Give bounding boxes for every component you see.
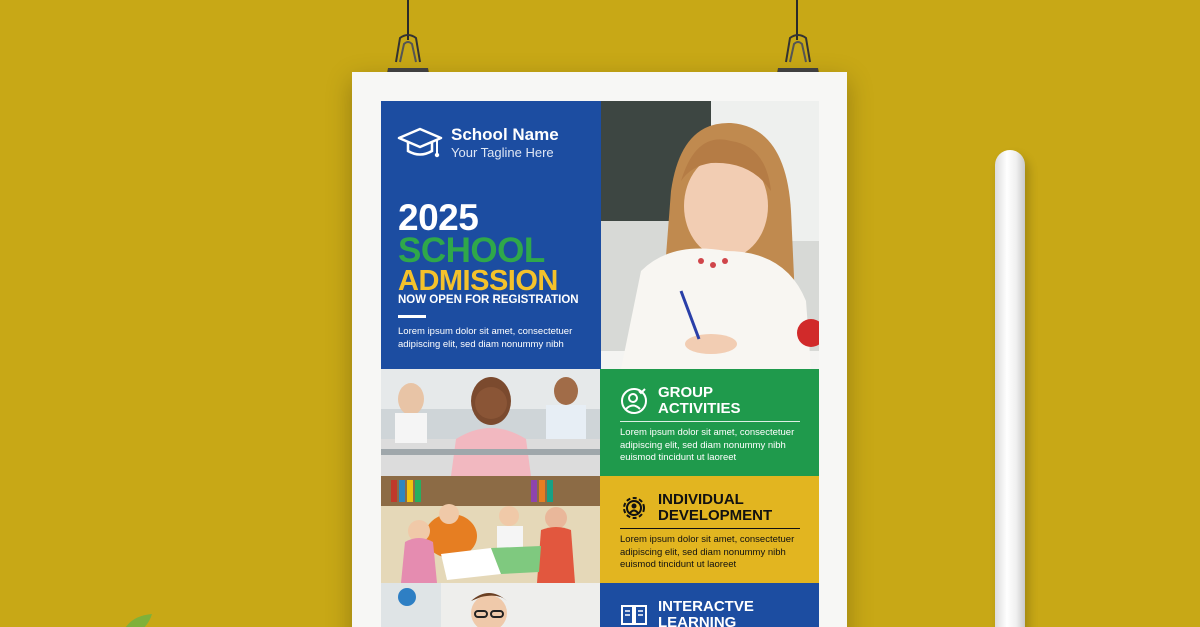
feature-title-line1: INTERACTVE [658,598,754,615]
leaf-decoration-icon [118,612,154,627]
feature-divider [620,421,800,422]
feature-title [658,599,754,627]
feature-title-line2: ACTIVITIES [658,400,741,417]
admission-year: 2025 [398,197,479,238]
photo-kids-reading [381,476,600,583]
gear-person-icon [620,494,648,522]
feature-title-line1: INDIVIDUAL [658,491,744,508]
user-check-icon [620,387,648,415]
feature-individual-development [600,476,819,583]
pen-prop [995,150,1025,627]
headline-admission: ADMISSION [398,265,558,297]
school-tagline: Your Tagline Here [451,145,554,160]
open-book-icon [620,601,648,627]
photo-boy-student [381,583,600,627]
photo-girl-writing [601,101,819,369]
school-admission-flyer [381,101,819,627]
feature-divider [620,528,800,529]
hero-panel [381,101,601,369]
school-name: School Name [451,125,559,144]
feature-title-line2: DEVELOPMENT [658,507,773,524]
hero-intro-text: Lorem ipsum dolor sit amet, consectetuer adipiscing elit, sed diam nonummy nibh [398,326,573,350]
headline-school: SCHOOL [398,231,545,270]
feature-title [658,492,772,524]
graduation-cap-icon [397,125,443,161]
feature-title-line2: LEARNING [658,614,737,627]
hero-divider [398,315,426,318]
feature-title [658,385,741,417]
feature-interactive-learning [600,583,819,627]
feature-body-text: Lorem ipsum dolor sit amet, consectetuer adipiscing elit, sed diam nonummy nibh euismod tincidunt ut laoreet [620,534,795,570]
flyer-paper [352,72,847,627]
feature-body-text: Lorem ipsum dolor sit amet, consectetuer adipiscing elit, sed diam nonummy nibh euismod tincidunt ut laoreet [620,427,795,463]
feature-title-line1: GROUP [658,384,714,401]
photo-classroom [381,369,600,476]
registration-subtitle: NOW OPEN FOR REGISTRATION [398,294,579,306]
feature-group-activities [600,369,819,476]
